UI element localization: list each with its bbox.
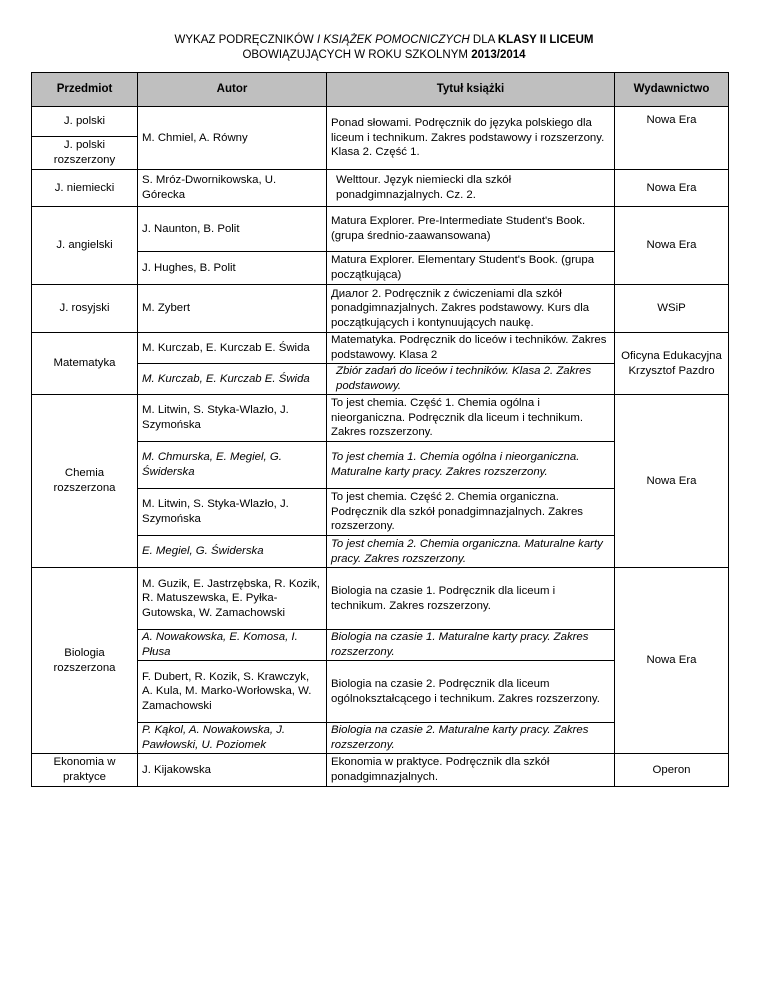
header-publisher: Wydawnictwo: [615, 73, 729, 107]
book-title-cell: Biologia na czasie 1. Podręcznik dla liceum i technikum. Zakres rozszerzony.: [327, 568, 615, 630]
header-subject: Przedmiot: [32, 73, 138, 107]
book-title-cell: To jest chemia 2. Chemia organiczna. Maturalne karty pracy. Zakres rozszerzony.: [327, 536, 615, 568]
book-title-cell: Matematyka. Podręcznik do liceów i techników. Zakres podstawowy. Klasa 2: [327, 333, 615, 364]
book-title-cell: To jest chemia 1. Chemia ogólna i nieorganiczna. Maturalne karty pracy. Zakres rozszerzony.: [327, 442, 615, 489]
book-title-cell: Диалог 2. Podręcznik z ćwiczeniami dla szkół ponadgimnazjalnych. Zakres podstawowy. Kurs dla początkujących i kontynuujących naukę.: [327, 285, 615, 333]
table-row: [32, 568, 729, 630]
book-title-cell: Biologia na czasie 2. Maturalne karty pracy. Zakres rozszerzony.: [327, 723, 615, 754]
book-title-cell: To jest chemia. Część 2. Chemia organiczna. Podręcznik dla szkół ponadgimnazjalnych. Zakres rozszerzony.: [327, 489, 615, 536]
publisher-cell: Nowa Era: [615, 207, 729, 285]
author-cell: M. Kurczab, E. Kurczab E. Świda: [138, 333, 327, 364]
author-cell: M. Chmurska, E. Megiel, G. Świderska: [138, 442, 327, 489]
author-cell: E. Megiel, G. Świderska: [138, 536, 327, 568]
table-row: [32, 107, 729, 137]
book-title-cell: Ekonomia w praktyce. Podręcznik dla szkół ponadgimnazjalnych.: [327, 754, 615, 787]
author-cell: M. Zybert: [138, 285, 327, 333]
table-row: [32, 754, 729, 787]
table-row: [32, 170, 729, 207]
title-line-1: WYKAZ PODRĘCZNIKÓW I KSIĄŻEK POMOCNICZYCH DLA KLASY II LICEUM: [174, 34, 594, 46]
book-title-cell: Matura Explorer. Pre-Intermediate Student's Book. (grupa średnio-zaawansowana): [327, 207, 615, 252]
publisher-cell: WSiP: [615, 285, 729, 333]
publisher-cell: Operon: [615, 754, 729, 787]
author-cell: J. Hughes, B. Polit: [138, 252, 327, 285]
author-cell: M. Kurczab, E. Kurczab E. Świda: [138, 364, 327, 395]
publisher-cell: Nowa Era: [615, 170, 729, 207]
author-cell: S. Mróz-Dwornikowska, U. Górecka: [138, 170, 327, 207]
author-cell: M. Litwin, S. Styka-Wlazło, J. Szymońska: [138, 395, 327, 442]
table-row: [32, 333, 729, 364]
subject-cell: J. polski rozszerzony: [32, 137, 138, 170]
table-row: [32, 285, 729, 333]
textbook-table: [31, 72, 729, 787]
subject-cell: Matematyka: [32, 333, 138, 395]
author-cell: J. Kijakowska: [138, 754, 327, 787]
title-line-2: OBOWIĄZUJĄCYCH W ROKU SZKOLNYM 2013/2014: [242, 48, 526, 61]
subject-cell: J. angielski: [32, 207, 138, 285]
publisher-cell: Nowa Era: [615, 568, 729, 754]
author-cell: M. Guzik, E. Jastrzębska, R. Kozik, R. Matuszewska, E. Pyłka-Gutowska, W. Zamachowski: [138, 568, 327, 630]
author-cell: P. Kąkol, A. Nowakowska, J. Pawłowski, U. Poziomek: [138, 723, 327, 754]
book-title-cell: Zbiór zadań do liceów i techników. Klasa 2. Zakres podstawowy.: [327, 364, 615, 395]
table-row: [32, 207, 729, 252]
subject-cell: J. niemiecki: [32, 170, 138, 207]
book-title-cell: Biologia na czasie 1. Maturalne karty pracy. Zakres rozszerzony.: [327, 630, 615, 661]
subject-cell: Chemia rozszerzona: [32, 395, 138, 568]
header-title: Tytuł książki: [327, 73, 615, 107]
author-cell: F. Dubert, R. Kozik, S. Krawczyk, A. Kula, M. Marko-Worłowska, W. Zamachowski: [138, 661, 327, 723]
header-author: Autor: [138, 73, 327, 107]
subject-cell: Ekonomia w praktyce: [32, 754, 138, 787]
author-cell: A. Nowakowska, E. Komosa, I. Płusa: [138, 630, 327, 661]
publisher-cell-empty: [615, 137, 729, 170]
publisher-cell: Nowa Era: [615, 107, 729, 137]
book-title-cell: Matura Explorer. Elementary Student's Book. (grupa początkująca): [327, 252, 615, 285]
subject-cell: Biologia rozszerzona: [32, 568, 138, 754]
book-title-cell: Welttour. Język niemiecki dla szkół ponadgimnazjalnych. Cz. 2.: [327, 170, 615, 207]
document-title: [0, 33, 768, 62]
author-cell: M. Chmiel, A. Równy: [138, 107, 327, 170]
author-cell: J. Naunton, B. Polit: [138, 207, 327, 252]
publisher-cell: Nowa Era: [615, 395, 729, 568]
book-title-cell: Ponad słowami. Podręcznik do języka polskiego dla liceum i technikum. Zakres podstawowy i rozszerzony. Klasa 2. Część 1.: [327, 107, 615, 170]
table-row: [32, 395, 729, 442]
subject-cell: J. polski: [32, 107, 138, 137]
book-title-cell: To jest chemia. Część 1. Chemia ogólna i nieorganiczna. Podręcznik dla liceum i technikum. Zakres rozszerzony.: [327, 395, 615, 442]
subject-cell: J. rosyjski: [32, 285, 138, 333]
table-header-row: [32, 73, 729, 107]
book-title-cell: Biologia na czasie 2. Podręcznik dla liceum ogólnokształcącego i technikum. Zakres rozszerzony.: [327, 661, 615, 723]
author-cell: M. Litwin, S. Styka-Wlazło, J. Szymońska: [138, 489, 327, 536]
publisher-cell: Oficyna Edukacyjna Krzysztof Pazdro: [615, 333, 729, 395]
